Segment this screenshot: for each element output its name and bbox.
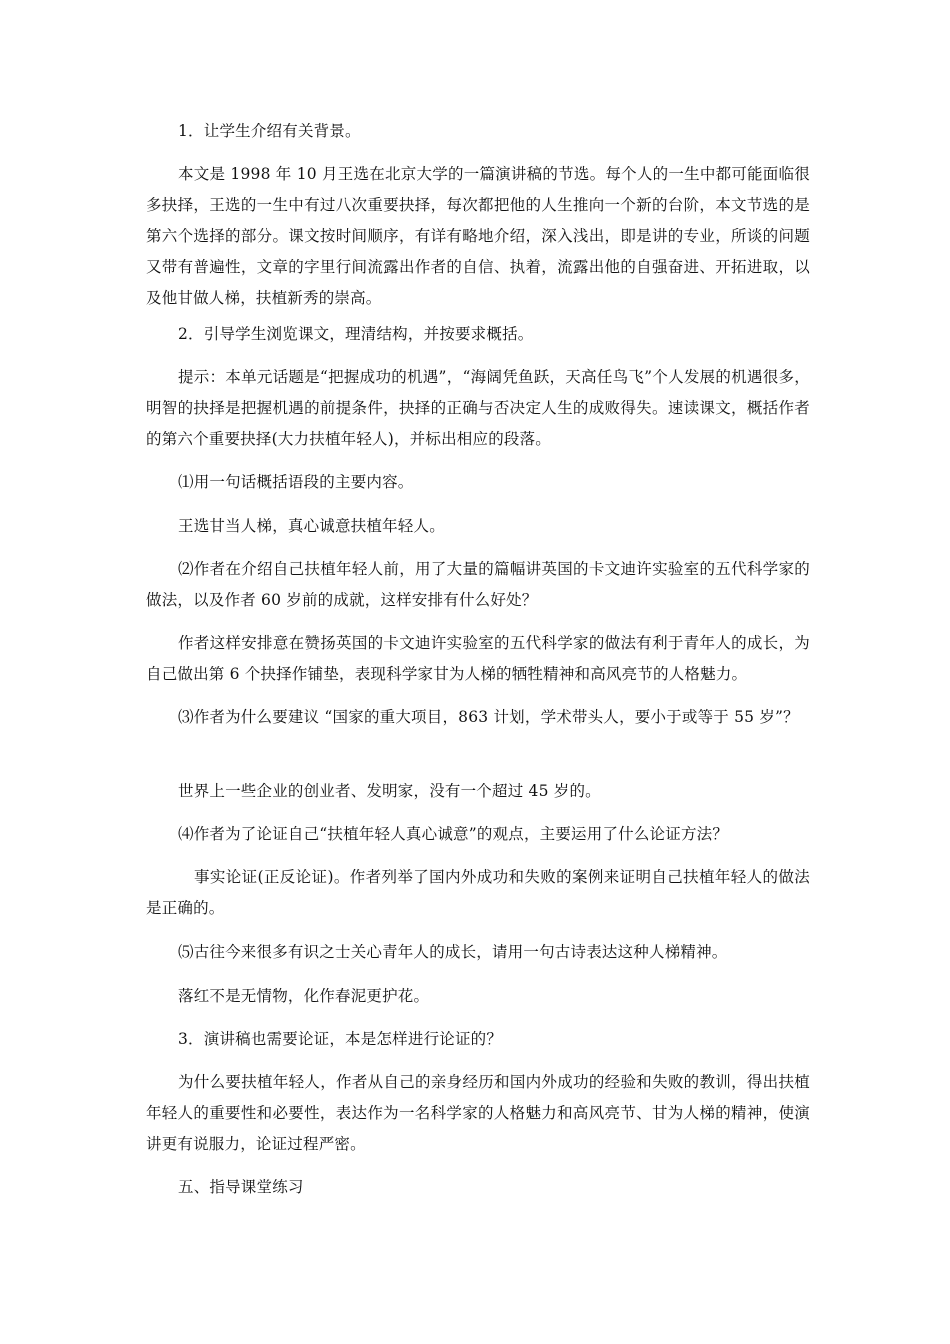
question-4: ⑷作者为了论证自己“扶植年轻人真心诚意”的观点，主要运用了什么论证方法？ [178,825,729,843]
step-1-heading: 1．让学生介绍有关背景。 [178,122,361,140]
step-2-heading: 2．引导学生浏览课文，理清结构，并按要求概括。 [178,325,534,343]
answer-2: 作者这样安排意在赞扬英国的卡文迪许实验室的五代科学家的做法有利于青年人的成长，为自己做出第 6 个抉择作铺垫，表现科学家甘为人梯的牺牲精神和高风亮节的人格魅力。 [146,634,810,683]
answer-4: 事实论证(正反论证)。作者列举了国内外成功和失败的案例来证明自己扶植年轻人的做法是正确的。 [146,868,810,917]
argument-paragraph: 为什么要扶植年轻人，作者从自己的亲身经历和国内外成功的经验和失败的教训，得出扶植年轻人的重要性和必要性，表达作为一名科学家的人格魅力和高风亮节、甘为人梯的精神，使演讲更有说服力，论证过程严密。 [146,1073,810,1153]
question-1: ⑴用一句话概括语段的主要内容。 [178,473,414,491]
answer-3: 世界上一些企业的创业者、发明家，没有一个超过 45 岁的。 [178,782,601,800]
question-5: ⑸古往今来很多有识之士关心青年人的成长，请用一句古诗表达这种人梯精神。 [178,943,728,961]
background-paragraph: 本文是 1998 年 10 月王选在北京大学的一篇演讲稿的节选。每个人的一生中都可能面临很多抉择，王选的一生中有过八次重要抉择，每次都把他的人生推向一个新的台阶，本文节选的是第六个选择的部分。课文按时间顺序，有详有略地介绍，深入浅出，即是讲的专业，所谈的问题又带有普遍性，文章的字里行间流露出作者的自信、执着，流露出他的自强奋进、开拓进取，以及他甘做人梯，扶植新秀的崇高。 [146,165,810,307]
hint-paragraph: 提示：本单元话题是“把握成功的机遇”，“海阔凭鱼跃，天高任鸟飞”个人发展的机遇很多，明智的抉择是把握机遇的前提条件，抉择的正确与否决定人生的成败得失。速读课文，概括作者的第六个重要抉择(大力扶植年轻人)，并标出相应的段落。 [146,368,810,448]
question-3: ⑶作者为什么要建议 “国家的重大项目，863 计划，学术带头人，要小于或等于 55 岁”？ [178,708,799,726]
section-5-heading: 五、指导课堂练习 [178,1178,304,1196]
question-2: ⑵作者在介绍自己扶植年轻人前，用了大量的篇幅讲英国的卡文迪许实验室的五代科学家的做法，以及作者 60 岁前的成就，这样安排有什么好处？ [146,560,810,609]
answer-5: 落红不是无情物，化作春泥更护花。 [178,987,430,1005]
step-3-heading: 3．演讲稿也需要论证，本是怎样进行论证的？ [178,1030,503,1048]
answer-1: 王选甘当人梯，真心诚意扶植年轻人。 [178,517,445,535]
